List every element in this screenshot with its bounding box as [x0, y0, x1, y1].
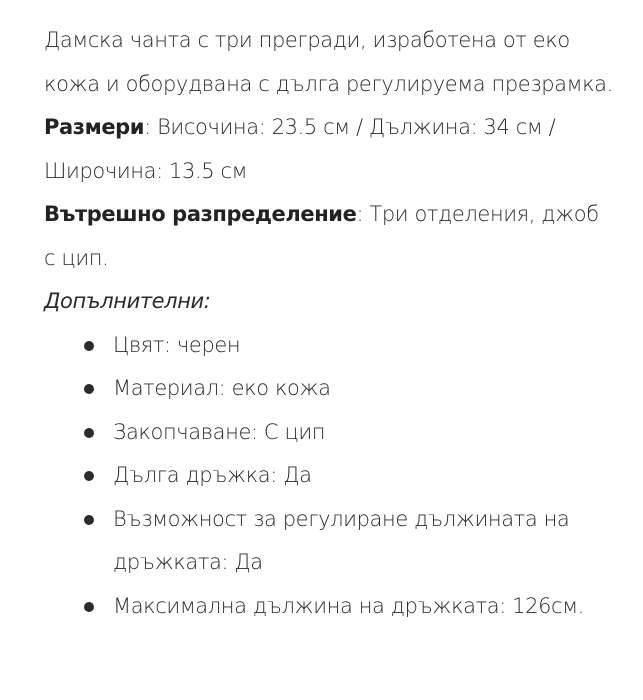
bullet-icon — [84, 602, 94, 612]
bullet-icon — [84, 471, 94, 481]
interior-value: : Три отделения, джоб с цип. — [44, 202, 599, 270]
list-item — [113, 324, 613, 368]
list-item — [113, 498, 613, 585]
bullet-icon — [84, 384, 94, 394]
additional-heading: Допълнителни: — [44, 289, 211, 313]
feature-text: Максимална дължина на дръжката: 126см. — [113, 593, 584, 618]
dimensions-value: : Височина: 23.5 см / Дължина: 34 см / Широчина: 13.5 см — [44, 115, 556, 183]
feature-text: Цвят: черен — [113, 332, 241, 357]
bullet-icon — [84, 341, 94, 351]
intro-paragraph: Дамска чанта с три прегради, изработена от еко кожа и оборудвана с дълга регулируема презрамка. — [44, 28, 613, 96]
dimensions-label: Размери — [44, 115, 145, 139]
list-item — [113, 585, 613, 629]
feature-text: Закопчаване: С цип — [113, 419, 326, 444]
interior-label: Вътрешно разпределение — [44, 202, 357, 226]
list-item — [113, 454, 613, 498]
features-list — [44, 324, 613, 629]
interior-paragraph — [44, 193, 613, 280]
feature-text: Дълга дръжка: Да — [113, 463, 312, 487]
list-item — [113, 367, 613, 411]
bullet-icon — [84, 515, 94, 525]
feature-text: Възможност за регулиране дължината на дръжката: Да — [113, 506, 570, 574]
list-item — [113, 411, 613, 455]
dimensions-paragraph — [44, 106, 613, 193]
feature-text: Материал: еко кожа — [113, 376, 331, 400]
bullet-icon — [84, 428, 94, 438]
